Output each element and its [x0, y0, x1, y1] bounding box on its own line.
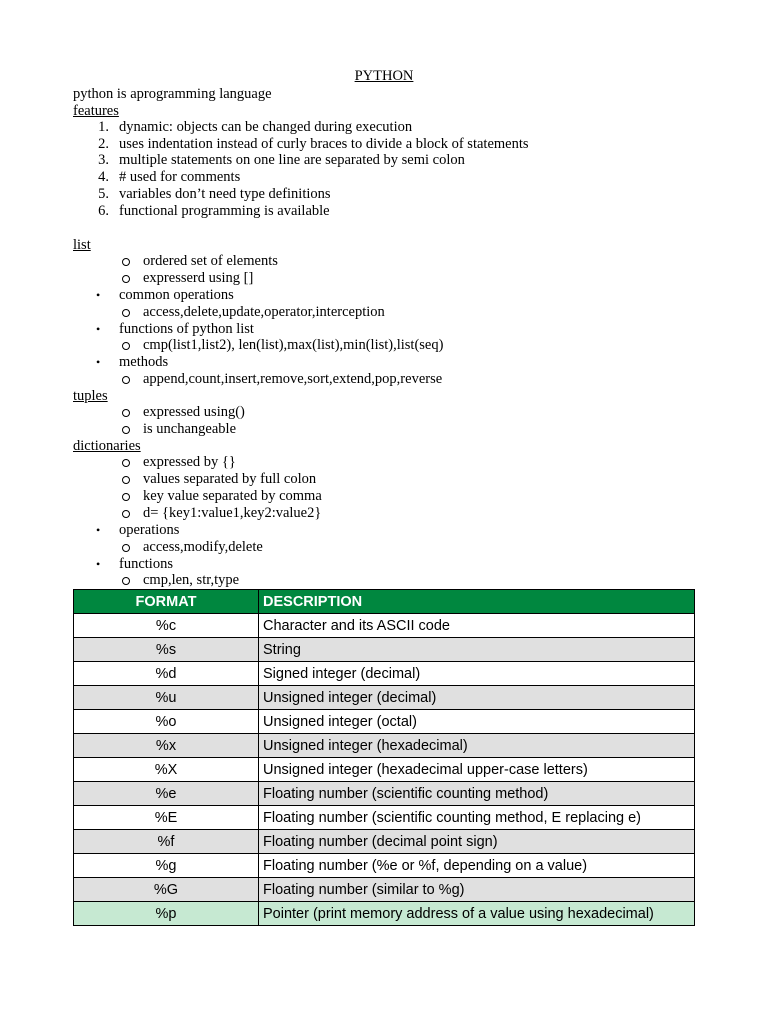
description-cell: Signed integer (decimal)	[259, 662, 695, 686]
format-table	[73, 589, 695, 926]
dict-funcs-label: functions	[119, 556, 173, 572]
format-cell: %f	[74, 830, 259, 854]
dict-ops-label: operations	[119, 522, 180, 538]
dict-ops: access,modify,delete	[143, 539, 263, 555]
dict-sub-item: key value separated by comma	[143, 488, 322, 504]
circle-bullet-icon	[122, 258, 130, 266]
description-cell: Character and its ASCII code	[259, 614, 695, 638]
description-cell: Pointer (print memory address of a value using hexadecimal)	[259, 902, 695, 926]
table-row	[74, 782, 695, 806]
table-row	[74, 806, 695, 830]
description-cell: Unsigned integer (hexadecimal)	[259, 734, 695, 758]
dict-sub-item: d= {key1:value1,key2:value2}	[143, 505, 322, 521]
format-cell: %g	[74, 854, 259, 878]
bullet-icon: •	[96, 288, 101, 302]
table-row	[74, 734, 695, 758]
list-ops: access,delete,update,operator,interception	[143, 304, 385, 320]
format-cell: %s	[74, 638, 259, 662]
list-ops-label: common operations	[119, 287, 234, 303]
list-heading: list	[73, 237, 91, 253]
list-number: 2.	[98, 136, 109, 152]
bullet-icon: •	[96, 557, 101, 571]
table-row	[74, 638, 695, 662]
tuples-heading: tuples	[73, 388, 108, 404]
description-cell: Floating number (scientific counting method)	[259, 782, 695, 806]
circle-bullet-icon	[122, 493, 130, 501]
table-row	[74, 614, 695, 638]
bullet-icon: •	[96, 523, 101, 537]
description-cell: Unsigned integer (octal)	[259, 710, 695, 734]
description-cell: Floating number (scientific counting method, E replacing e)	[259, 806, 695, 830]
dictionaries-heading: dictionaries	[73, 438, 141, 454]
circle-bullet-icon	[122, 476, 130, 484]
description-cell: Floating number (similar to %g)	[259, 878, 695, 902]
page-title: PYTHON	[354, 68, 414, 84]
list-number: 6.	[98, 203, 109, 219]
bullet-icon: •	[96, 322, 101, 336]
format-cell: %d	[74, 662, 259, 686]
circle-bullet-icon	[122, 376, 130, 384]
circle-bullet-icon	[122, 459, 130, 467]
dict-funcs: cmp,len, str,type	[143, 572, 240, 588]
list-methods-label: methods	[119, 354, 169, 370]
list-sub-item: expresserd using []	[143, 270, 254, 286]
format-cell: %u	[74, 686, 259, 710]
format-cell: %e	[74, 782, 259, 806]
description-cell: Floating number (decimal point sign)	[259, 830, 695, 854]
list-funcs-label: functions of python list	[119, 321, 254, 337]
format-cell: %x	[74, 734, 259, 758]
format-cell: %o	[74, 710, 259, 734]
feature-item: dynamic: objects can be changed during execution	[119, 119, 413, 135]
circle-bullet-icon	[122, 275, 130, 283]
description-cell: Unsigned integer (hexadecimal upper-case letters)	[259, 758, 695, 782]
table-row	[74, 878, 695, 902]
format-cell: %X	[74, 758, 259, 782]
feature-item: # used for comments	[119, 169, 241, 185]
circle-bullet-icon	[122, 309, 130, 317]
dict-sub-item: values separated by full colon	[143, 471, 317, 487]
list-number: 4.	[98, 169, 109, 185]
circle-bullet-icon	[122, 342, 130, 350]
format-cell: %E	[74, 806, 259, 830]
list-funcs: cmp(list1,list2), len(list),max(list),min(list),list(seq)	[143, 337, 444, 353]
list-sub-item: ordered set of elements	[143, 253, 278, 269]
table-row	[74, 686, 695, 710]
table-row	[74, 902, 695, 926]
description-cell: Floating number (%e or %f, depending on a value)	[259, 854, 695, 878]
circle-bullet-icon	[122, 510, 130, 518]
table-row	[74, 854, 695, 878]
description-cell: String	[259, 638, 695, 662]
features-heading: features	[73, 103, 119, 119]
table-row	[74, 710, 695, 734]
tuples-sub-item: is unchangeable	[143, 421, 237, 437]
feature-item: uses indentation instead of curly braces to divide a block of statements	[119, 136, 529, 152]
list-number: 5.	[98, 186, 109, 202]
format-column-header: FORMAT	[74, 590, 259, 614]
circle-bullet-icon	[122, 409, 130, 417]
feature-item: functional programming is available	[119, 203, 330, 219]
circle-bullet-icon	[122, 426, 130, 434]
format-cell: %G	[74, 878, 259, 902]
table-row	[74, 662, 695, 686]
circle-bullet-icon	[122, 577, 130, 585]
table-row	[74, 758, 695, 782]
dict-sub-item: expressed by {}	[143, 454, 236, 470]
table-row	[74, 830, 695, 854]
feature-item: multiple statements on one line are separated by semi colon	[119, 152, 465, 168]
bullet-icon: •	[96, 355, 101, 369]
format-cell: %c	[74, 614, 259, 638]
format-cell: %p	[74, 902, 259, 926]
table-header-row	[74, 590, 695, 614]
feature-item: variables don’t need type definitions	[119, 186, 331, 202]
intro-text: python is aprogramming language	[73, 86, 272, 102]
description-column-header: DESCRIPTION	[259, 590, 695, 614]
tuples-sub-item: expressed using()	[143, 404, 245, 420]
circle-bullet-icon	[122, 544, 130, 552]
description-cell: Unsigned integer (decimal)	[259, 686, 695, 710]
list-methods: append,count,insert,remove,sort,extend,pop,reverse	[143, 371, 443, 387]
list-number: 3.	[98, 152, 109, 168]
list-number: 1.	[98, 119, 109, 135]
